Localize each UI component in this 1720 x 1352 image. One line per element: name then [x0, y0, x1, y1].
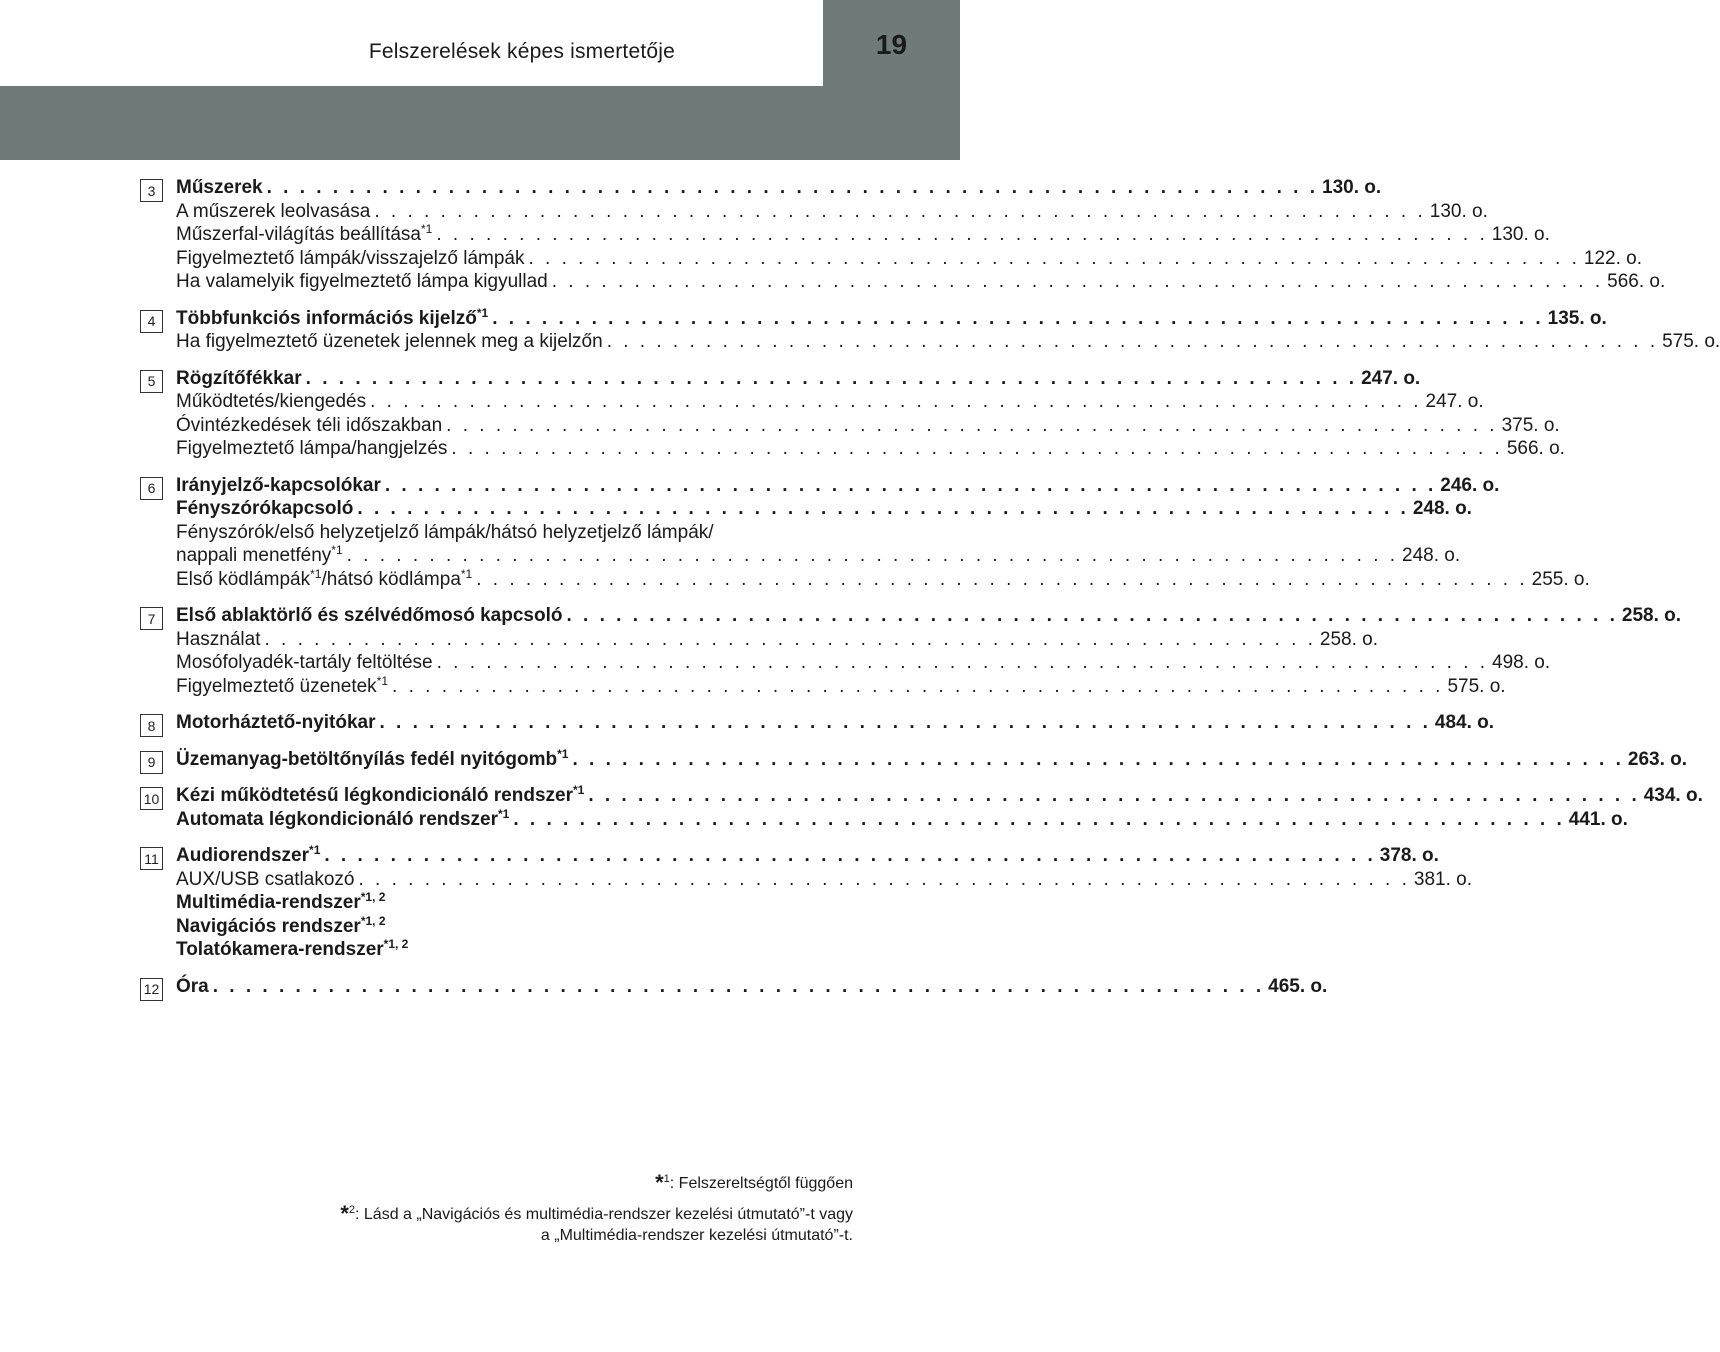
toc-section: [140, 783, 1703, 831]
entry-text: Rögzítőfékkar: [176, 367, 302, 389]
entry-text: Első ablaktörlő és szélvédőmosó kapcsoló: [176, 605, 563, 626]
entry-text: Műszerfal-világítás beállítása: [176, 224, 421, 245]
toc-subentry[interactable]: [176, 330, 1720, 354]
entry-text: AUX/USB csatlakozó: [176, 868, 355, 890]
section-number: 9: [140, 751, 163, 774]
toc-subentry[interactable]: [176, 543, 1461, 568]
dot-leader: . . . . . . . . . . . . . . . . . . . . . . . . . . . . . . . . . . . . . . . . . . . . . . . . . . . . . . . . . . . . . . . .: [446, 414, 1498, 436]
page-reference: 566. o.: [1607, 271, 1666, 292]
section-number: 4: [140, 310, 163, 333]
toc-entry[interactable]: [176, 975, 1328, 999]
toc-list: [140, 176, 1720, 1011]
page-reference: 122. o.: [1583, 247, 1642, 269]
entry-text: Automata légkondicionáló rendszer: [176, 808, 498, 830]
page-reference: 255. o.: [1531, 568, 1590, 590]
entry-text: Fényszórók/első helyzetjelző lámpák/hátsó helyzetjelző lámpák/: [176, 521, 714, 543]
entry-label: [176, 330, 603, 354]
toc-subentry[interactable]: [176, 247, 1642, 271]
entry-label: [176, 711, 376, 735]
toc-entry[interactable]: [176, 367, 1421, 391]
toc-subentry[interactable]: [176, 437, 1565, 461]
dot-leader: . . . . . . . . . . . . . . . . . . . . . . . . . . . . . . . . . . . . . . . . . . . . . . . . . . . . . . . . . . . . . . . .: [392, 675, 1444, 697]
page-reference: 130. o.: [1322, 177, 1382, 198]
toc-section: [140, 843, 1472, 962]
entry-label: [176, 200, 370, 224]
footnotes: [153, 1172, 853, 1255]
entry-label: [176, 604, 562, 628]
dot-leader: . . . . . . . . . . . . . . . . . . . . . . . . . . . . . . . . . . . . . . . . . . . . . . . . . . . . . . . . . . . . . . . .: [324, 845, 1376, 866]
page-reference: 465. o.: [1268, 975, 1328, 997]
footnote-number: 1: [663, 1173, 670, 1185]
page-reference: 575. o.: [1662, 331, 1720, 352]
entry-label: [176, 675, 388, 699]
entry-text: Működtetés/kiengedés: [176, 391, 367, 412]
footnote-marker: *1: [572, 783, 585, 797]
toc-subentry[interactable]: [176, 651, 1551, 675]
entry-label: [176, 223, 432, 247]
dot-leader: . . . . . . . . . . . . . . . . . . . . . . . . . . . . . . . . . . . . . . . . . . . . . . . . . . . . . . . . . . . . . . . .: [370, 391, 1422, 412]
entry-text: Ha figyelmeztető üzenetek jelennek meg a kijelzőn: [176, 331, 603, 352]
page-reference: 248. o.: [1412, 498, 1472, 519]
entry-text: Irányjelző-kapcsolókar: [176, 474, 381, 496]
toc-section: [140, 176, 1666, 294]
toc-entry[interactable]: [176, 305, 1607, 331]
page-reference: 258. o.: [1621, 605, 1682, 626]
section-number: 12: [140, 978, 163, 1001]
entry-text: Figyelmeztető lámpák/visszajelző lámpák: [176, 247, 525, 269]
toc-section: [140, 711, 1495, 735]
entry-text: Fényszórókapcsoló: [176, 498, 354, 519]
footnote-marker: *1: [498, 806, 510, 821]
entry-label: [176, 915, 386, 939]
toc-entry[interactable]: [176, 604, 1682, 628]
dot-leader: . . . . . . . . . . . . . . . . . . . . . . . . . . . . . . . . . . . . . . . . . . . . . . . . . . . . . . . . . . . . . . . .: [551, 271, 1604, 292]
entry-text: A műszerek leolvasása: [176, 200, 371, 222]
footnote-star: *: [655, 1170, 664, 1195]
dot-leader: . . . . . . . . . . . . . . . . . . . . . . . . . . . . . . . . . . . . . . . . . . . . . . . . . . . . . . . . . . . . . . . .: [264, 628, 1316, 650]
toc-subentry[interactable]: [176, 566, 1590, 592]
toc-entry[interactable]: [176, 746, 1688, 772]
dot-leader: . . . . . . . . . . . . . . . . . . . . . . . . . . . . . . . . . . . . . . . . . . . . . . . . . . . . . . . . . . . . . . . .: [566, 605, 1618, 626]
dot-leader: . . . . . . . . . . . . . . . . . . . . . . . . . . . . . . . . . . . . . . . . . . . . . . . . . . . . . . . . . . . . . . . .: [384, 474, 1437, 496]
dot-leader: . . . . . . . . . . . . . . . . . . . . . . . . . . . . . . . . . . . . . . . . . . . . . . . . . . . . . . . . . . . . . . . .: [513, 808, 1565, 830]
toc-subentry[interactable]: [176, 868, 1472, 892]
entry-label: [176, 307, 488, 331]
toc-entry[interactable]: [176, 497, 1472, 521]
section-number: 10: [140, 787, 163, 810]
dot-leader: . . . . . . . . . . . . . . . . . . . . . . . . . . . . . . . . . . . . . . . . . . . . . . . . . . . . . . . . . . . . . . . .: [476, 568, 1528, 590]
page-reference: 130. o.: [1429, 200, 1488, 222]
page-reference: 441. o.: [1568, 808, 1628, 830]
toc-entry[interactable]: [176, 711, 1495, 735]
section-number: 8: [140, 714, 163, 737]
dot-leader: . . . . . . . . . . . . . . . . . . . . . . . . . . . . . . . . . . . . . . . . . . . . . . . . . . . . . . . . . . . . . . . .: [528, 247, 1580, 269]
page-reference: 381. o.: [1413, 868, 1472, 890]
dot-leader: . . . . . . . . . . . . . . . . . . . . . . . . . . . . . . . . . . . . . . . . . . . . . . . . . . . . . . . . . . . . . . . .: [436, 652, 1489, 673]
page-reference: 130. o.: [1491, 224, 1550, 245]
toc-section: [140, 604, 1682, 698]
entry-text: Ha valamelyik figyelmeztető lámpa kigyullad: [176, 271, 548, 292]
footnote-number: 2: [348, 1204, 356, 1216]
entry-label: [176, 808, 509, 832]
footnote: [153, 1203, 853, 1246]
dot-leader: . . . . . . . . . . . . . . . . . . . . . . . . . . . . . . . . . . . . . . . . . . . . . . . . . . . . . . . . . . . . . . . .: [451, 438, 1503, 459]
page-reference: 378. o.: [1379, 845, 1439, 866]
footnote-marker: *1, 2: [360, 890, 386, 904]
dot-leader: . . . . . . . . . . . . . . . . . . . . . . . . . . . . . . . . . . . . . . . . . . . . . . . . . . . . . . . . . . . . . . . .: [305, 367, 1358, 389]
entry-label: [176, 247, 524, 271]
page-reference: 135. o.: [1547, 307, 1607, 329]
toc-entry[interactable]: [176, 891, 816, 915]
footnote-marker: *1: [476, 305, 489, 320]
footnote-marker: *1: [557, 746, 569, 761]
entry-label: [176, 891, 385, 915]
page-number: 19: [875, 29, 908, 60]
toc-section: [140, 305, 1720, 354]
entry-text: Mosófolyadék-tartály feltöltése: [176, 652, 433, 673]
dot-leader: . . . . . . . . . . . . . . . . . . . . . . . . . . . . . . . . . . . . . . . . . . . . . . . . . . . . . . . . . . . . . . . .: [606, 331, 1659, 352]
dot-leader: . . . . . . . . . . . . . . . . . . . . . . . . . . . . . . . . . . . . . . . . . . . . . . . . . . . . . . . . . . . . . . . .: [379, 712, 1431, 733]
entry-label: [176, 651, 433, 675]
entry-label: [176, 414, 442, 438]
toc-subentry[interactable]: [176, 414, 1560, 438]
entry-text: Figyelmeztető üzenetek: [176, 675, 377, 697]
dot-leader: . . . . . . . . . . . . . . . . . . . . . . . . . . . . . . . . . . . . . . . . . . . . . . . . . . . . . . . . . . . . . . . .: [436, 224, 1488, 245]
dot-leader: . . . . . . . . . . . . . . . . . . . . . . . . . . . . . . . . . . . . . . . . . . . . . . . . . . . . . . . . . . . . . . . .: [346, 545, 1399, 566]
toc-section: [140, 367, 1565, 461]
page-reference: 246. o.: [1440, 474, 1500, 496]
toc-entry[interactable]: [176, 843, 1439, 868]
footnote-text-continued: a „Multimédia-rendszer kezelési útmutató”-t.: [540, 1227, 853, 1244]
entry-label: [176, 568, 472, 592]
entry-label: [176, 497, 353, 521]
section-number: 7: [140, 607, 163, 630]
entry-label: [176, 367, 302, 391]
entry-text: Tolatókamera-rendszer: [176, 939, 384, 960]
page-reference: 434. o.: [1643, 785, 1703, 806]
entry-text: Műszerek: [176, 177, 263, 198]
entry-label: [176, 437, 447, 461]
toc-subentry[interactable]: [176, 270, 1666, 294]
entry-label: [176, 176, 263, 200]
entry-text: Multimédia-rendszer: [176, 892, 361, 913]
entry-label: [176, 270, 548, 294]
toc-subentry[interactable]: [176, 200, 1488, 224]
entry-text: Motorháztető-nyitókar: [176, 712, 376, 733]
footnote-text: : Lásd a „Navigációs és multimédia-rendszer kezelési útmutató”-t vagy: [355, 1206, 853, 1223]
entry-label: [176, 975, 209, 999]
entry-label: [176, 784, 584, 808]
entry-label: [176, 390, 366, 414]
page-reference: 484. o.: [1434, 712, 1495, 733]
footnote-marker: *1: [421, 222, 433, 236]
section-number: 6: [140, 477, 163, 500]
chapter-title: Felszerelések képes ismertetője: [368, 40, 675, 63]
entry-text: Audiorendszer: [176, 845, 310, 866]
page-reference: 248. o.: [1402, 545, 1461, 566]
page-reference: 258. o.: [1319, 628, 1379, 650]
dot-leader: . . . . . . . . . . . . . . . . . . . . . . . . . . . . . . . . . . . . . . . . . . . . . . . . . . . . . . . . . . . . . . . .: [374, 200, 1426, 222]
entry-label: [176, 844, 320, 868]
toc-section: [140, 746, 1688, 772]
dot-leader: . . . . . . . . . . . . . . . . . . . . . . . . . . . . . . . . . . . . . . . . . . . . . . . . . . . . . . . . . . . . . . . .: [572, 748, 1624, 770]
page-reference: 263. o.: [1627, 748, 1688, 770]
entry-text: nappali menetfény: [176, 545, 332, 566]
toc-entry[interactable]: [176, 783, 1703, 808]
entry-text: Navigációs rendszer: [176, 915, 361, 937]
entry-text: /hátsó ködlámpa: [321, 568, 461, 590]
entry-text: Kézi működtetésű légkondicionáló rendszer: [176, 785, 573, 806]
dot-leader: . . . . . . . . . . . . . . . . . . . . . . . . . . . . . . . . . . . . . . . . . . . . . . . . . . . . . . . . . . . . . . . .: [492, 307, 1544, 329]
entry-text: Üzemanyag-betöltőnyílás fedél nyitógomb: [176, 748, 558, 770]
toc-entry[interactable]: [176, 176, 1382, 200]
toc-subentry[interactable]: [176, 673, 1506, 699]
toc-entry[interactable]: [176, 474, 1500, 498]
dot-leader: . . . . . . . . . . . . . . . . . . . . . . . . . . . . . . . . . . . . . . . . . . . . . . . . . . . . . . . . . . . . . . . .: [266, 177, 1319, 198]
entry-label: [176, 544, 343, 568]
entry-label: [176, 628, 261, 652]
entry-text: Első ködlámpák: [176, 568, 311, 590]
page-reference: 498. o.: [1492, 652, 1551, 673]
entry-label: [176, 868, 354, 892]
footnote-star: *: [340, 1201, 349, 1226]
entry-text: Használat: [176, 628, 261, 650]
header-title-area: [0, 0, 823, 86]
toc-subentry[interactable]: [176, 390, 1484, 414]
dot-leader: . . . . . . . . . . . . . . . . . . . . . . . . . . . . . . . . . . . . . . . . . . . . . . . . . . . . . . . . . . . . . . . .: [588, 785, 1640, 806]
page-reference: 566. o.: [1506, 438, 1565, 459]
dot-leader: . . . . . . . . . . . . . . . . . . . . . . . . . . . . . . . . . . . . . . . . . . . . . . . . . . . . . . . . . . . . . . . .: [358, 868, 1410, 890]
footnote-marker: *1: [309, 843, 321, 857]
page-reference: 247. o.: [1361, 367, 1421, 389]
entry-label: [176, 521, 714, 545]
entry-label: [176, 938, 408, 962]
page-reference: 575. o.: [1447, 675, 1506, 697]
section-number: 5: [140, 370, 163, 393]
footnote-marker: *1: [460, 566, 473, 581]
footnote-marker: *1: [310, 566, 322, 581]
toc-subentry[interactable]: [176, 628, 1379, 652]
toc-section: [140, 975, 1328, 999]
footnote-marker: *1: [331, 543, 343, 557]
toc-subentry[interactable]: [176, 521, 816, 545]
toc-entry[interactable]: [176, 915, 816, 939]
entry-label: [176, 748, 568, 772]
entry-label: [176, 474, 381, 498]
footnote-marker: *1, 2: [360, 913, 386, 928]
entry-text: Óvintézkedések téli időszakban: [176, 414, 443, 436]
dot-leader: . . . . . . . . . . . . . . . . . . . . . . . . . . . . . . . . . . . . . . . . . . . . . . . . . . . . . . . . . . . . . . . .: [357, 498, 1409, 519]
page-reference: 247. o.: [1425, 391, 1484, 412]
entry-text: Figyelmeztető lámpa/hangjelzés: [176, 438, 448, 459]
toc-entry[interactable]: [176, 938, 816, 962]
footnote-marker: *1, 2: [383, 937, 409, 951]
footnote-marker: *1: [376, 673, 389, 688]
toc-section: [140, 474, 1590, 592]
page-reference: 375. o.: [1501, 414, 1560, 436]
entry-text: Óra: [176, 975, 209, 997]
toc-entry[interactable]: [176, 806, 1628, 832]
section-number: 3: [140, 179, 163, 202]
dot-leader: . . . . . . . . . . . . . . . . . . . . . . . . . . . . . . . . . . . . . . . . . . . . . . . . . . . . . . . . . . . . . . . .: [212, 975, 1265, 997]
section-number: 11: [140, 847, 163, 870]
footnote-text: : Felszereltségtől függően: [669, 1175, 853, 1192]
entry-text: Többfunkciós információs kijelző: [176, 307, 477, 329]
footnote: [153, 1172, 853, 1194]
toc-subentry[interactable]: [176, 222, 1550, 247]
